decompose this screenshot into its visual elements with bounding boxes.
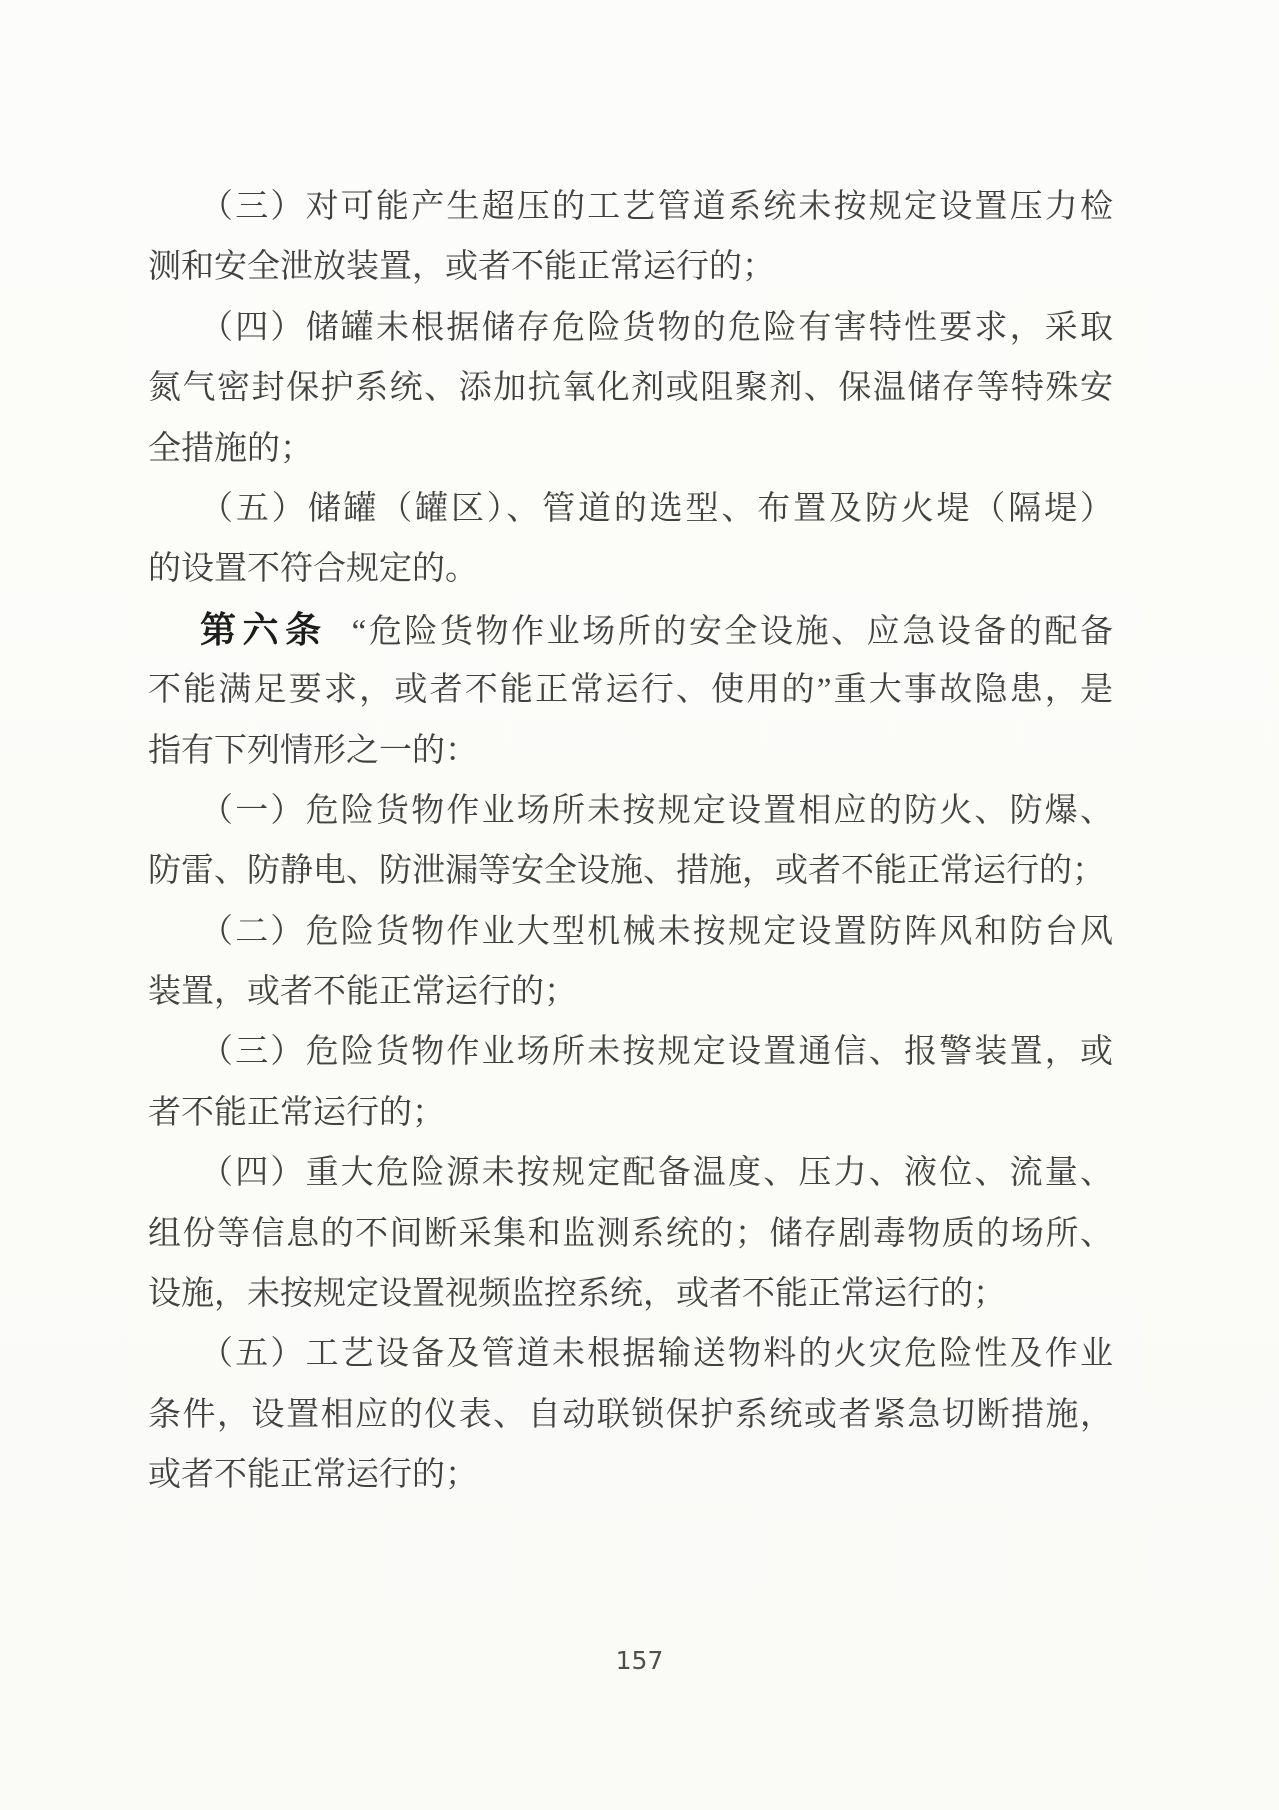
- text-line: 组份等信息的不间断采集和监测系统的；储存剧毒物质的场所、: [148, 1215, 1113, 1252]
- text-line: 指有下列情形之一的：: [148, 732, 478, 769]
- text-line: （五）工艺设备及管道未根据输送物料的火灾危险性及作业: [200, 1336, 1113, 1373]
- text-line: 装置，或者不能正常运行的；: [148, 974, 577, 1011]
- text-line: 设施，未按规定设置视频监控系统，或者不能正常运行的；: [148, 1276, 1006, 1313]
- text-line: 防雷、防静电、防泄漏等安全设施、措施，或者不能正常运行的；: [148, 853, 1105, 890]
- text-line: 条件，设置相应的仪表、自动联锁保护系统或者紧急切断措施，: [148, 1396, 1113, 1433]
- paragraph: [148, 1022, 1113, 1143]
- text-line: （四）重大危险源未按规定配备温度、压力、液位、流量、: [200, 1155, 1113, 1192]
- page-number: 157: [615, 1646, 664, 1675]
- text-line: 测和安全泄放装置，或者不能正常运行的；: [148, 249, 775, 286]
- paragraph: [148, 1324, 1113, 1505]
- text-line: 的设置不符合规定的。: [148, 551, 478, 588]
- paragraph: [148, 600, 1113, 781]
- text-line: 氮气密封保护系统、添加抗氧化剂或阻聚剂、保温储存等特殊安: [148, 370, 1113, 407]
- text-line: （三）危险货物作业场所未按规定设置通信、报警装置，或: [200, 1034, 1113, 1071]
- text-line: 第六条 “危险货物作业场所的安全设施、应急设备的配备: [200, 609, 1113, 650]
- text-line: 不能满足要求，或者不能正常运行、使用的”重大事故隐患，是: [148, 672, 1113, 709]
- text-line: （四）储罐未根据储存危险货物的危险有害特性要求，采取: [200, 309, 1113, 346]
- paragraph: [148, 479, 1113, 600]
- text-line: （一）危险货物作业场所未按规定设置相应的防火、防爆、: [200, 792, 1113, 829]
- paragraph: [148, 177, 1113, 298]
- paragraph: [148, 1143, 1113, 1324]
- text-line: 者不能正常运行的；: [148, 1094, 445, 1131]
- paragraph: [148, 902, 1113, 1023]
- article-number-heading: 第六条: [200, 609, 328, 650]
- text-line: （三）对可能产生超压的工艺管道系统未按规定设置压力检: [200, 189, 1113, 225]
- text-line: 或者不能正常运行的；: [148, 1457, 478, 1494]
- text-line: 全措施的；: [148, 430, 313, 467]
- document-body: [148, 177, 1113, 1506]
- text-line: （五）储罐（罐区）、管道的选型、布置及防火堤（隔堤）: [200, 490, 1113, 527]
- text-line: （二）危险货物作业大型机械未按规定设置防阵风和防台风: [200, 913, 1113, 950]
- paragraph: [148, 781, 1113, 902]
- paragraph: [148, 298, 1113, 479]
